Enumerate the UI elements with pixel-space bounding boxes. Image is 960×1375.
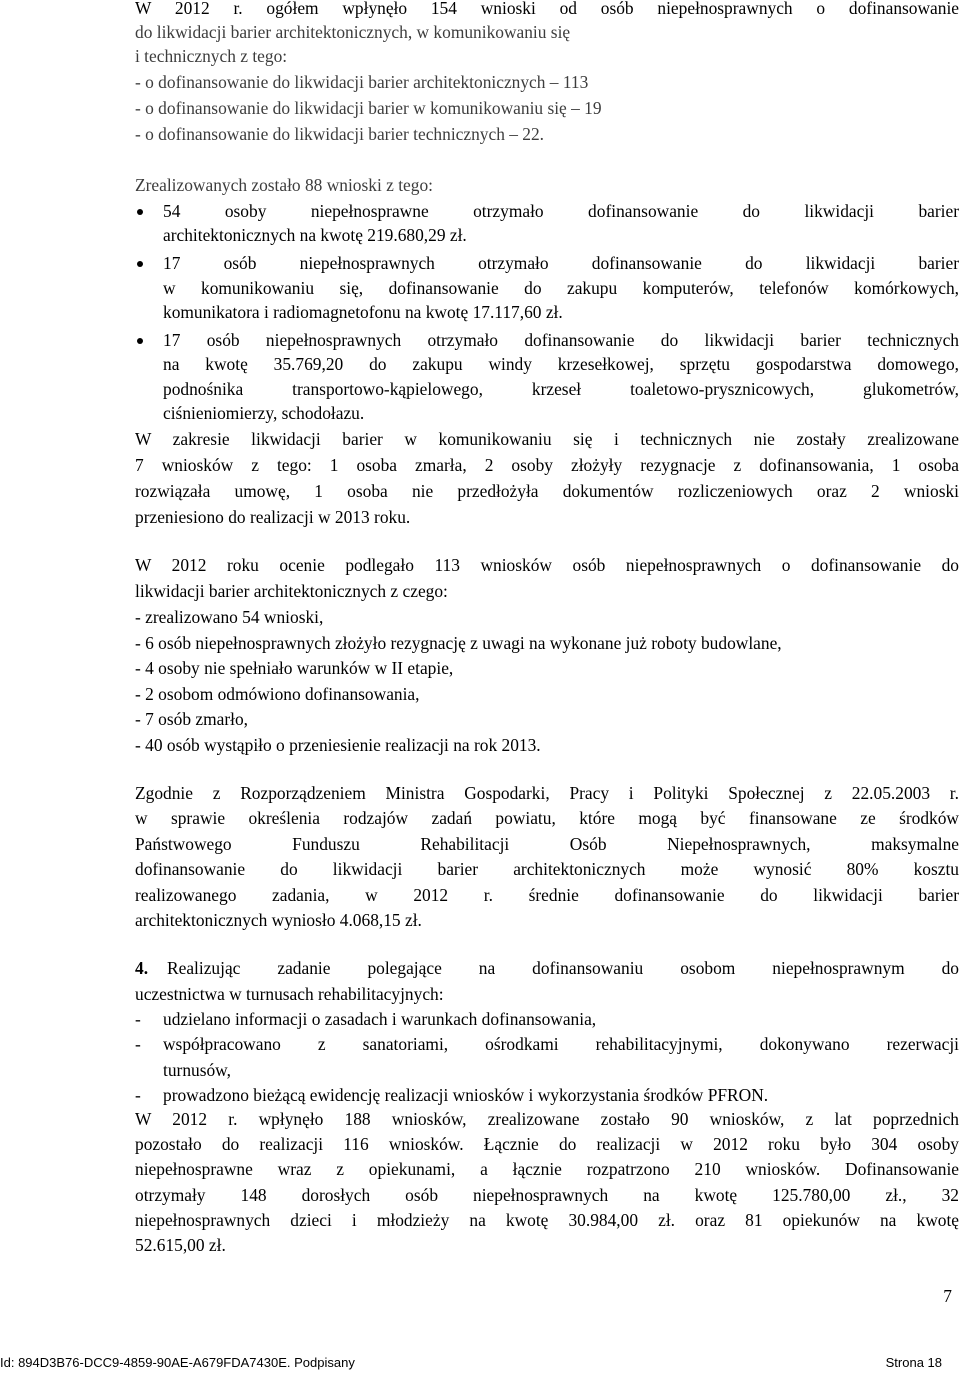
- bullet-line: podnośnika transportowo-kąpielowego, krzeseł toaletowo-prysznicowych, glukometrów,: [163, 379, 959, 399]
- text-line: W zakresie likwidacji barier w komunikowaniu się i technicznych nie zostały zrealizowane: [135, 429, 959, 449]
- text-line: Zgodnie z Rozporządzeniem Ministra Gospodarki, Pracy i Polityki Społecznej z 22.05.2003 r.: [135, 783, 959, 803]
- dash-item: udzielano informacji o zasadach i warunkach dofinansowania,: [163, 1009, 597, 1029]
- list-item: - 40 osób wystąpiło o przeniesienie realizacji na rok 2013.: [135, 735, 541, 755]
- page-counter: Strona 18: [885, 1355, 942, 1370]
- text-line: - o dofinansowanie do likwidacji barier architektonicznych – 113: [135, 72, 589, 92]
- text-line: do likwidacji barier architektonicznych, w komunikowaniu się: [135, 22, 571, 42]
- bullet-icon: [137, 261, 143, 267]
- dash-marker: -: [135, 1034, 141, 1054]
- bullet-icon: [137, 338, 143, 344]
- text-line: niepełnosprawnych dzieci i młodzieży na kwotę 30.984,00 zł. oraz 81 opiekunów na kwotę: [135, 1210, 959, 1230]
- text-line: pozostało do realizacji 116 wniosków. Łącznie do realizacji w 2012 roku było 304 osoby: [135, 1134, 959, 1154]
- list-item: - 7 osób zmarło,: [135, 709, 249, 729]
- text-line: architektonicznych wyniosło 4.068,15 zł.: [135, 910, 422, 930]
- list-item: - zrealizowano 54 wnioski,: [135, 607, 324, 627]
- paragraph-intro: Zrealizowanych zostało 88 wnioski z tego:: [135, 175, 433, 195]
- section-heading: Realizując zadanie polegające na dofinansowaniu osobom niepełnosprawnym do: [167, 958, 959, 978]
- bullet-line: architektonicznych na kwotę 219.680,29 zł.: [163, 225, 467, 245]
- bullet-line: komunikatora i radiomagnetofonu na kwotę 17.117,60 zł.: [163, 302, 563, 322]
- dash-marker: -: [135, 1085, 141, 1105]
- list-item: - 6 osób niepełnosprawnych złożyło rezygnację z uwagi na wykonane już roboty budowlane,: [135, 633, 782, 653]
- text-line: przeniesiono do realizacji w 2013 roku.: [135, 507, 411, 527]
- text-line: dofinansowanie do likwidacji barier architektonicznych może wynosić 80% kosztu: [135, 859, 959, 879]
- dash-item: turnusów,: [163, 1060, 231, 1080]
- text-line: otrzymały 148 dorosłych osób niepełnosprawnych na kwotę 125.780,00 zł., 32: [135, 1185, 959, 1205]
- list-item: - 2 osobom odmówiono dofinansowania,: [135, 684, 420, 704]
- section-number: 4.: [135, 958, 149, 978]
- text-line: W 2012 r. ogółem wpłynęło 154 wnioski od osób niepełnosprawnych o dofinansowanie: [135, 0, 959, 18]
- dash-item: współpracowano z sanatoriami, ośrodkami rehabilitacyjnymi, dokonywano rezerwacji: [163, 1034, 959, 1054]
- bullet-line: 17 osób niepełnosprawnych otrzymało dofinansowanie do likwidacji barier technicznych: [163, 330, 959, 350]
- text-line: niepełnosprawne wraz z opiekunami, a łącznie rozpatrzono 210 wniosków. Dofinansowanie: [135, 1159, 959, 1179]
- list-item: - 4 osoby nie spełniało warunków w II etapie,: [135, 658, 454, 678]
- text-line: realizowanego zadania, w 2012 r. średnie dofinansowanie do likwidacji barier: [135, 885, 959, 905]
- bullet-line: na kwotę 35.769,20 do zakupu windy krzesełkowej, sprzętu gospodarstwa domowego,: [163, 354, 959, 374]
- dash-marker: -: [135, 1009, 141, 1029]
- text-line: w sprawie określenia rodzajów zadań powiatu, które mogą być finansowane ze środków: [135, 808, 959, 828]
- text-line: 52.615,00 zł.: [135, 1235, 226, 1255]
- text-line: likwidacji barier architektonicznych z czego:: [135, 581, 448, 601]
- text-line: uczestnictwa w turnusach rehabilitacyjnych:: [135, 984, 444, 1004]
- text-line: W 2012 roku ocenie podlegało 113 wniosków osób niepełnosprawnych o dofinansowanie do: [135, 555, 959, 575]
- text-line: Państwowego Funduszu Rehabilitacji Osób Niepełnosprawnych, maksymalne: [135, 834, 959, 854]
- page-number: 7: [943, 1286, 952, 1306]
- text-line: rozwiązała umowę, 1 osoba nie przedłożyła dokumentów rozliczeniowych oraz 2 wnioski: [135, 481, 959, 501]
- text-line: W 2012 r. wpłynęło 188 wniosków, zrealizowane zostało 90 wniosków, z lat poprzednich: [135, 1109, 959, 1129]
- text-line: - o dofinansowanie do likwidacji barier w komunikowaniu się – 19: [135, 98, 602, 118]
- bullet-line: 54 osoby niepełnosprawne otrzymało dofinansowanie do likwidacji barier: [163, 201, 959, 221]
- text-line: 7 wniosków z tego: 1 osoba zmarła, 2 osoby złożyły rezygnacje z dofinansowania, 1 osoba: [135, 455, 959, 475]
- bullet-icon: [137, 209, 143, 215]
- bullet-line: ciśnieniomierzy, schodołazu.: [163, 403, 365, 423]
- document-id: Id: 894D3B76-DCC9-4859-90AE-A679FDA7430E. Podpisany: [0, 1355, 355, 1370]
- text-line: - o dofinansowanie do likwidacji barier technicznych – 22.: [135, 124, 545, 144]
- text-line: i technicznych z tego:: [135, 46, 288, 66]
- dash-item: prowadzono bieżącą ewidencję realizacji wniosków i wykorzystania środków PFRON.: [163, 1085, 769, 1105]
- footer: [0, 1352, 960, 1374]
- bullet-line: w komunikowaniu się, dofinansowanie do zakupu komputerów, telefonów komórkowych,: [163, 278, 959, 298]
- bullet-line: 17 osób niepełnosprawnych otrzymało dofinansowanie do likwidacji barier: [163, 253, 959, 273]
